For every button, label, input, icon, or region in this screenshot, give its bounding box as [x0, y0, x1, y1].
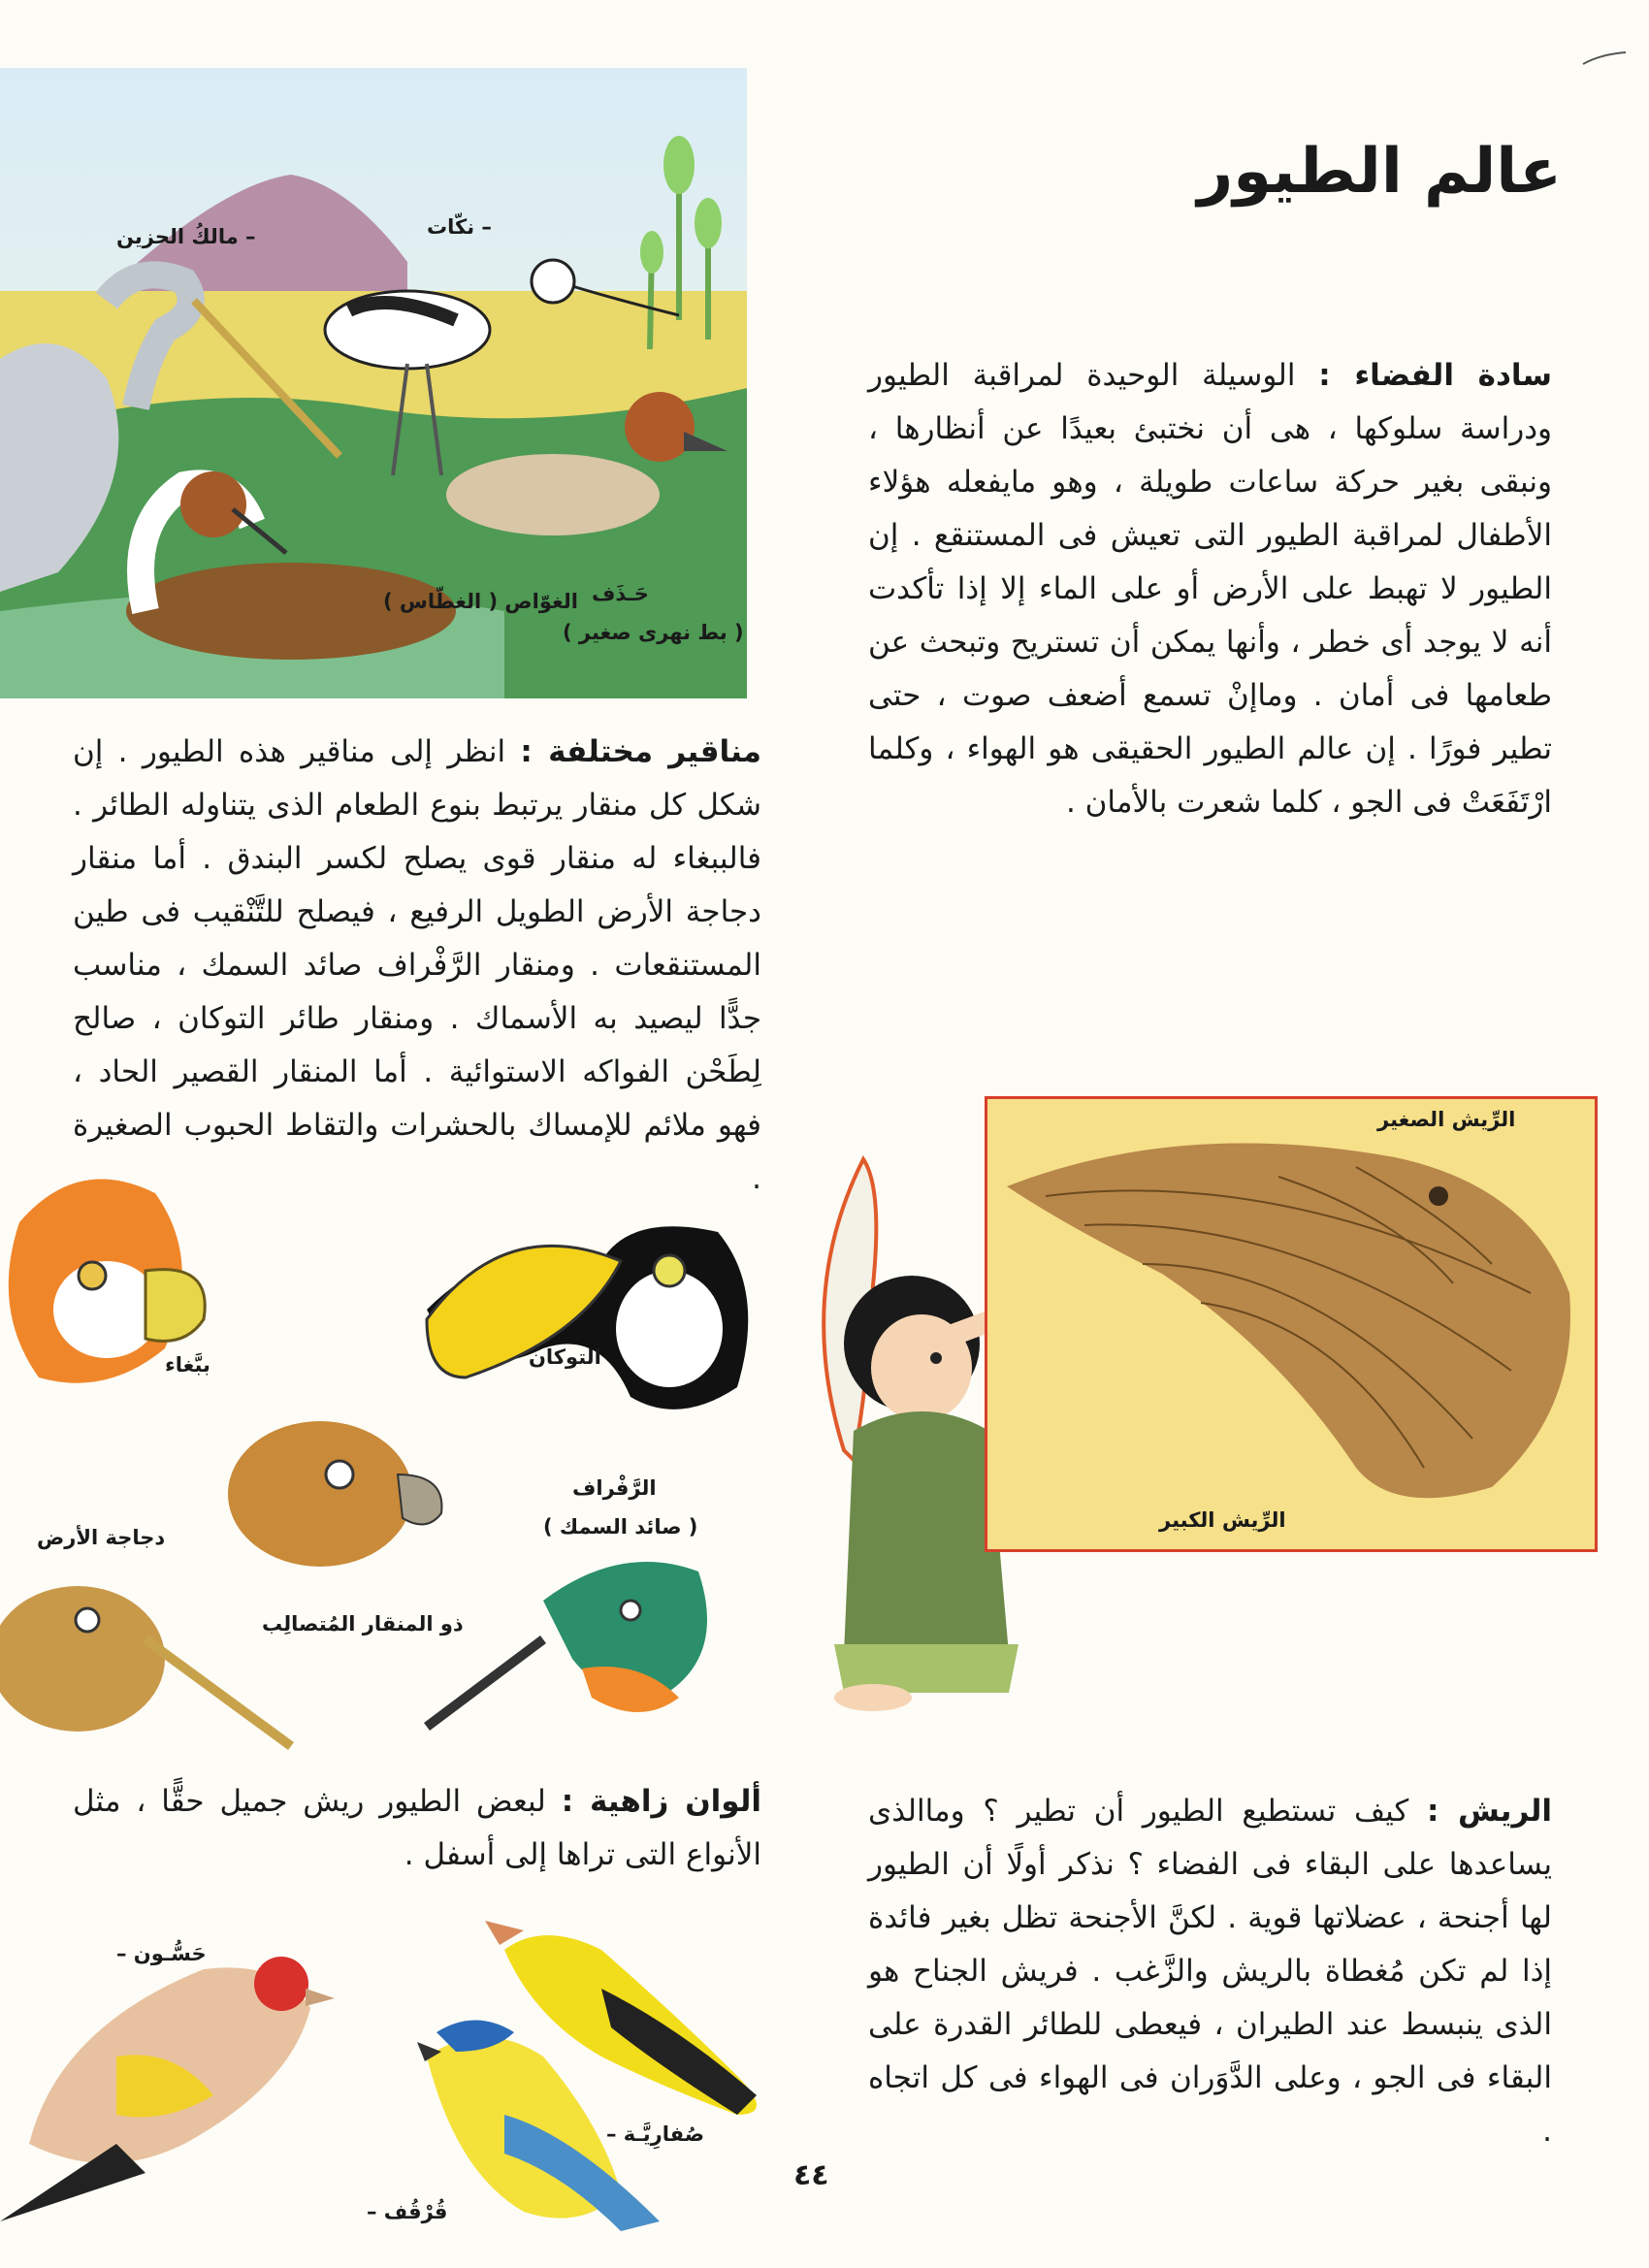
- beaks-text: انظر إلى مناقير هذه الطيور . إن شكل كل منقار يرتبط بنوع الطعام الذى يتناوله الطائر . فالببغاء له منقار قوى يصلح لكسر البندق . أما منقار دجاجة الأرض الطويل الرفيع ، فيصلح للتَّنْقيب فى طين المستنقعات . ومنقار الرَّفْراف صائد السمك ، مناسب جدًّا ليصيد به الأسماك . ومنقار طائر التوكان ، صالح لِطَحْن الفواكه الاستوائية . أما المنقار القصير الحاد ، فهو ملائم للإمساك بالحشرات والتقاط الحبوب الصغيرة .: [73, 734, 761, 1196]
- toucan-label: التوكان: [529, 1345, 601, 1369]
- page-title: عالم الطيور: [1197, 136, 1562, 208]
- feathers-text: كيف تستطيع الطيور أن تطير ؟ وماالذى يساعدها على البقاء فى الفضاء ؟ نذكر أولًا أن الطيور لها أجنحة ، عضلاتها قوية . لكنَّ الأجنحة تظل بغير فائدة إذا لم تكن مُغطاة بالريش والزَّغب . فريش الجناح هو الذى ينبسط عند الطيران ، فيعطى للطائر القدرة على البقاء فى الجو ، وعلى الدَّوَران فى الهواء فى كل اتجاه .: [868, 1794, 1552, 2149]
- woodcock-label: دجاجة الأرض: [37, 1526, 166, 1549]
- teal-note-label: ( بط نهرى صغير ): [563, 621, 744, 644]
- feathers-heading: الريش :: [1426, 1794, 1552, 1829]
- heron-label: – مالكُ الحزين: [116, 225, 256, 248]
- beaks-heading: مناقير مختلفة :: [520, 734, 761, 769]
- kingfisher-label: الرَّفْراف: [572, 1476, 657, 1500]
- oriole-label: صُفارِيَّـة –: [606, 2122, 704, 2146]
- avocet-label: – نكّات: [427, 215, 492, 239]
- feathers-paragraph: [868, 1785, 1552, 2158]
- large-feathers-label: الرِّيش الكبير: [1159, 1508, 1286, 1532]
- beaks-illustration: [0, 1154, 776, 1756]
- beaks-paragraph: [73, 726, 761, 1206]
- bright-colors-text: لبعض الطيور ريش جميل حقًّا ، مثل الأنواع التى تراها إلى أسفل .: [73, 1784, 761, 1872]
- sky-masters-heading: سادة الفضاء :: [1318, 358, 1552, 393]
- teal-label: حَـذَف: [592, 582, 649, 605]
- grebe-label: الغوّاص ( الغطّاس ): [383, 590, 578, 613]
- goldfinch-label: حَسُّـون –: [116, 1942, 207, 1965]
- colorful-birds-illustration: [0, 1863, 805, 2241]
- sky-masters-paragraph: [868, 349, 1552, 829]
- pencil-mark: [1581, 49, 1630, 68]
- parrot-label: ببَّغاء: [165, 1353, 210, 1377]
- sky-masters-text: الوسيلة الوحيدة لمراقبة الطيور ودراسة سلوكها ، هى أن نختبئ بعيدًا عن أنظارها ، ونبقى بغير حركة ساعات طويلة ، وهو مايفعله هؤلاء الأطفال لمراقبة الطيور التى تعيش فى المستنقع . إن الطيور لا تهبط على الأرض أو على الماء إلا إذا تأكدت أنه لا يوجد أى خطر ، وأنها يمكن أن تستريح وتبحث عن طعامها فى أمان . وماإنْ تسمع أضعف صوت ، حتى تطير فورًا . إن عالم الطيور الحقيقى هو الهواء ، وكلما ارْتَفَعَتْ فى الجو ، كلما شعرت بالأمان .: [868, 358, 1552, 820]
- tit-label: قُرْقُف –: [367, 2200, 448, 2223]
- kingfisher-note-label: ( صائد السمك ): [543, 1515, 698, 1539]
- small-feathers-label: الرِّيش الصغير: [1377, 1108, 1516, 1131]
- bright-colors-heading: ألوان زاهية :: [561, 1784, 761, 1819]
- crossbill-label: ذو المنقار المُتصالِب: [262, 1612, 464, 1636]
- page-number: ٤٤: [793, 2158, 829, 2192]
- wing-feathers-illustration: [985, 1096, 1598, 1552]
